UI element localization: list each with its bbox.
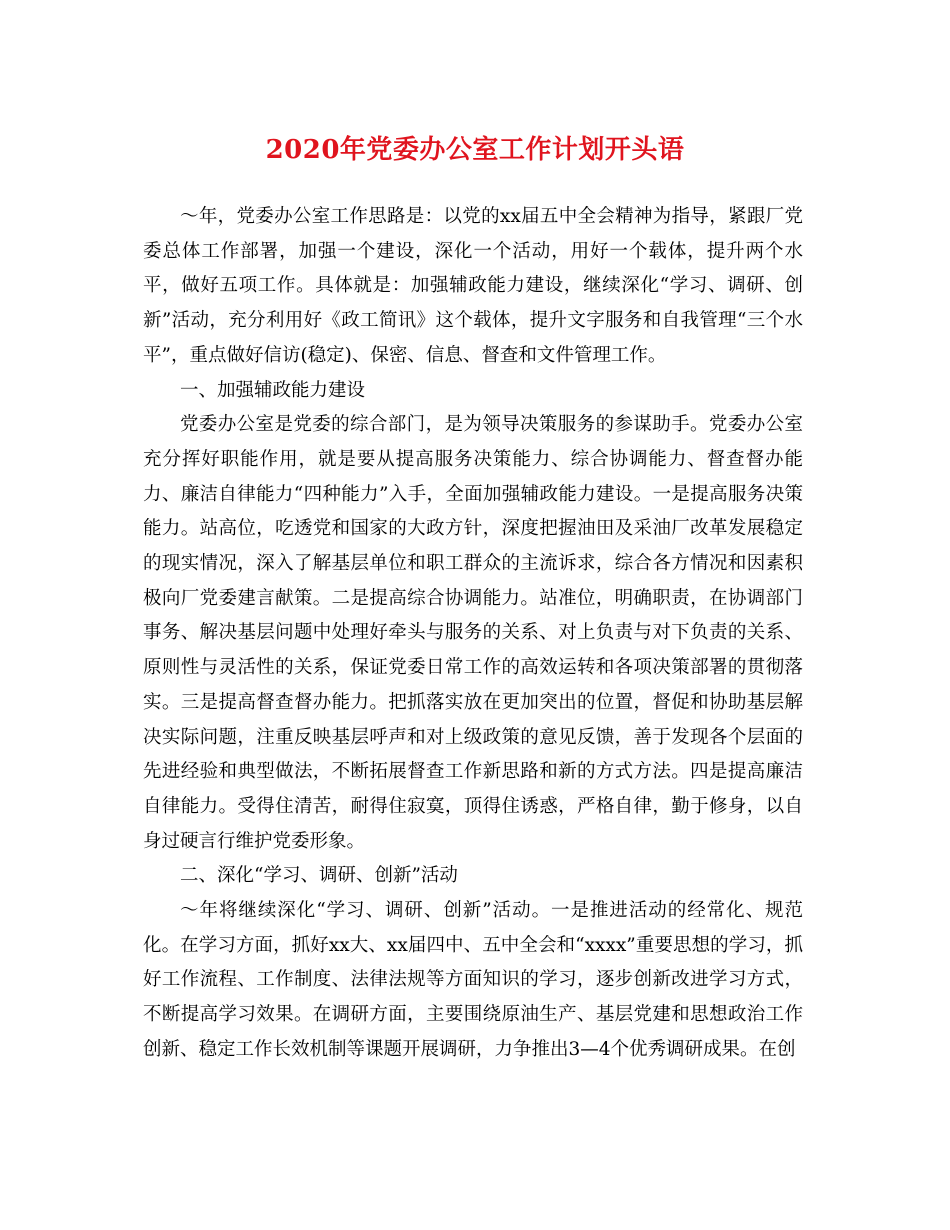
document-title: 2020年党委办公室工作计划开头语 xyxy=(265,135,685,165)
section-heading-1: 一、加强辅政能力建设 xyxy=(180,379,366,401)
paragraph-intro: ～年，党委办公室工作思路是：以党的xx届五中全会精神为指导，紧跟厂党委总体工作部署，加强一个建设，深化一个活动，用好一个载体，提升两个水平，做好五项工作。具体就是：加强辅政能力建设，继续深化“学习、调研、创新”活动，充分利用好《政工简讯》这个载体，提升文字服务和自我管理“三个水平”，重点做好信访(稳定)、保密、信息、督查和文件管理工作。 xyxy=(143,206,803,366)
paragraph-section-1: 党委办公室是党委的综合部门，是为领导决策服务的参谋助手。党委办公室充分挥好职能作用，就是要从提高服务决策能力、综合协调能力、督查督办能力、廉洁自律能力“四种能力”入手，全面加强辅政能力建设。一是提高服务决策能力。站高位，吃透党和国家的大政方针，深度把握油田及采油厂改革发展稳定的现实情况，深入了解基层单位和职工群众的主流诉求，综合各方情况和因素积极向厂党委建言献策。二是提高综合协调能力。站准位，明确职责，在协调部门事务、解决基层问题中处理好牵头与服务的关系、对上负责与对下负责的关系、原则性与灵活性的关系，保证党委日常工作的高效运转和各项决策部署的贯彻落实。三是提高督查督办能力。把抓落实放在更加突出的位置，督促和协助基层解决实际问题，注重反映基层呼声和对上级政策的意见反馈，善于发现各个层面的先进经验和典型做法，不断拓展督查工作新思路和新的方式方法。四是提高廉洁自律能力。受得住清苦，耐得住寂寞，顶得住诱惑，严格自律，勤于修身，以自身过硬言行维护党委形象。 xyxy=(143,414,803,852)
paragraph-section-2: ～年将继续深化“学习、调研、创新”活动。一是推进活动的经常化、规范化。在学习方面，抓好xx大、xx届四中、五中全会和“xxxx”重要思想的学习，抓好工作流程、工作制度、法律法规等方面知识的学习，逐步创新改进学习方式，不断提高学习效果。在调研方面，主要围绕原油生产、基层党建和思想政治工作创新、稳定工作长效机制等课题开展调研，力争推出3—4个优秀调研成果。在创 xyxy=(143,900,803,1060)
section-heading-2: 二、深化“学习、调研、创新”活动 xyxy=(180,865,458,887)
document-body xyxy=(143,200,803,1068)
